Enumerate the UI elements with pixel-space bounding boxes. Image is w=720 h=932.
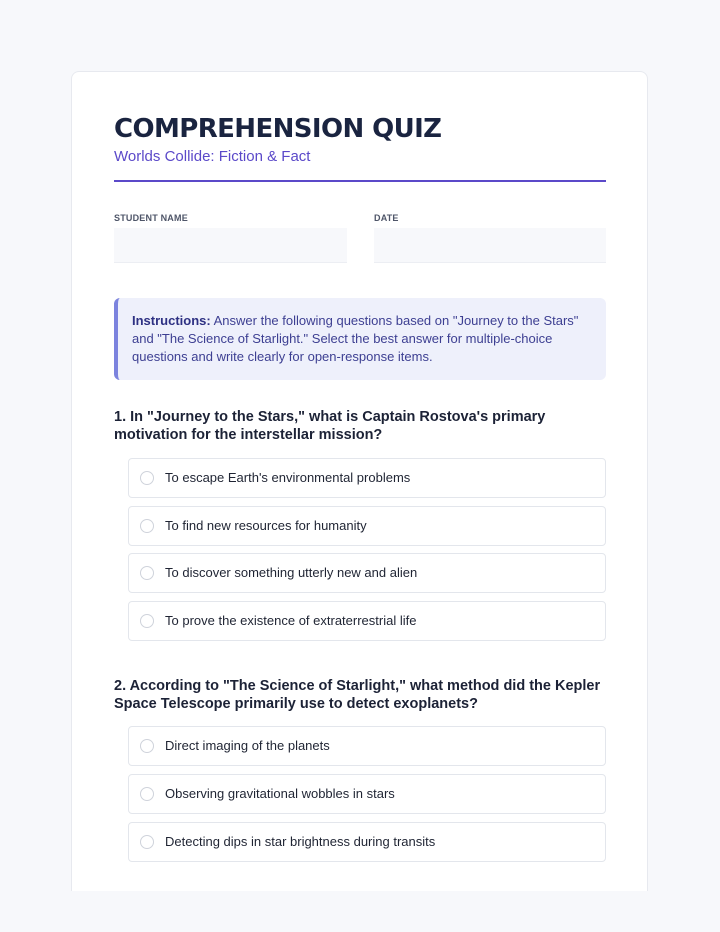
question-1-option-4[interactable] bbox=[128, 601, 606, 641]
title-divider bbox=[114, 180, 606, 182]
option-label: Observing gravitational wobbles in stars bbox=[165, 786, 395, 801]
instructions-box bbox=[114, 298, 606, 380]
instructions-label: Instructions: bbox=[132, 313, 211, 328]
student-name-label: STUDENT NAME bbox=[114, 213, 188, 223]
student-name-field[interactable] bbox=[114, 228, 347, 263]
option-label: Direct imaging of the planets bbox=[165, 738, 330, 753]
radio-button[interactable] bbox=[140, 787, 154, 801]
radio-button[interactable] bbox=[140, 566, 154, 580]
radio-button[interactable] bbox=[140, 614, 154, 628]
quiz-card bbox=[71, 71, 648, 891]
radio-button[interactable] bbox=[140, 835, 154, 849]
question-1-option-3[interactable] bbox=[128, 553, 606, 593]
question-1-option-2[interactable] bbox=[128, 506, 606, 546]
question-1-option-1[interactable] bbox=[128, 458, 606, 498]
question-2-option-1[interactable] bbox=[128, 726, 606, 766]
quiz-subtitle: Worlds Collide: Fiction & Fact bbox=[114, 148, 311, 165]
option-label: To discover something utterly new and alien bbox=[165, 565, 418, 580]
date-label: DATE bbox=[374, 213, 399, 223]
date-field[interactable] bbox=[374, 228, 606, 263]
question-2-text: 2. According to "The Science of Starlight," what method did the Kepler Space Telescope primarily use to detect exoplanets? bbox=[114, 678, 601, 712]
instructions-text: Answer the following questions based on "Journey to the Stars" and "The Science of Starlight." Select the best answer for multiple-choice questions and write clearly for open-response items. bbox=[132, 313, 579, 364]
question-2-option-2[interactable] bbox=[128, 774, 606, 814]
question-2-option-3[interactable] bbox=[128, 822, 606, 862]
option-label: Detecting dips in star brightness during transits bbox=[165, 834, 436, 849]
quiz-title: COMPREHENSION QUIZ bbox=[114, 114, 442, 144]
radio-button[interactable] bbox=[140, 519, 154, 533]
option-label: To prove the existence of extraterrestrial life bbox=[165, 613, 417, 628]
option-label: To escape Earth's environmental problems bbox=[165, 470, 411, 485]
question-1-text: 1. In "Journey to the Stars," what is Captain Rostova's primary motivation for the interstellar mission? bbox=[114, 409, 546, 443]
radio-button[interactable] bbox=[140, 739, 154, 753]
option-label: To find new resources for humanity bbox=[165, 518, 367, 533]
radio-button[interactable] bbox=[140, 471, 154, 485]
